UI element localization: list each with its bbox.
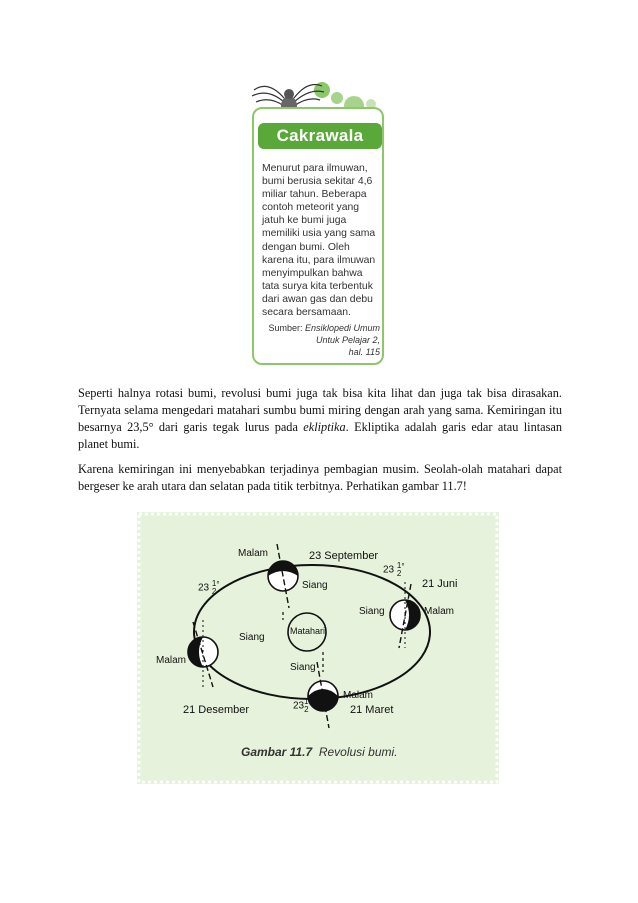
caption-label: Gambar 11.7	[241, 745, 313, 759]
figure-revolusi-bumi	[137, 512, 499, 784]
label-night-sep: Malam	[238, 548, 269, 559]
cakrawala-body: Menurut para ilmuwan, bumi berusia sekitar 4,6 miliar tahun. Beberapa contoh meteorit yang jatuh ke bumi juga memiliki usia yang sama dengan bumi. Oleh karena itu, para ilmuwan menyimpulkan bahwa tata surya kita terbentuk dari awan gas dan debu secara bersamaan.	[262, 163, 376, 319]
fraction-den: 2	[211, 587, 217, 596]
paragraph-musim: Karena kemiringan ini menyebabkan terjadinya pembagian musim. Seolah-olah matahari dapat bergeser ke arah utara dan selatan pada titik terbitnya. Perhatikan gambar 11.7!	[78, 462, 562, 493]
label-date-jun: 21 Juni	[422, 578, 458, 590]
earth-september	[268, 544, 298, 608]
tilt-value: 23	[293, 700, 305, 712]
source-label: Sumber:	[268, 323, 303, 333]
label-day-sep: Siang	[302, 580, 328, 591]
caption-text: Revolusi bumi.	[318, 745, 398, 759]
label-day-jun: Siang	[359, 606, 385, 617]
tilt-value: 23	[198, 582, 210, 594]
label-tilt-dec	[198, 580, 220, 596]
source-page: hal. 115	[348, 347, 380, 357]
fraction-num: 1	[304, 697, 309, 706]
fraction-den: 2	[304, 705, 309, 714]
decor-circle	[331, 92, 343, 104]
source-title: Ensiklopedi Umum Untuk Pelajar 2,	[304, 323, 380, 345]
cakrawala-source	[260, 322, 380, 358]
paragraph-text: Seperti halnya rotasi bumi, revolusi bumi juga tak bisa kita lihat dan juga tak bisa dirasakan. Ternyata selama mengedari matahari sumbu bumi miring dengan arah yang sama. Kemiringan itu besarnya 23,5° dari garis tegak lurus pada	[78, 386, 562, 434]
cakrawala-box	[248, 76, 388, 370]
cakrawala-title: Cakrawala	[258, 123, 382, 149]
fraction-num: 1	[396, 561, 402, 570]
degree-sign: °	[401, 562, 405, 571]
tilt-value: 23	[383, 564, 395, 576]
earth-desember	[188, 620, 218, 688]
fraction-num: 1	[211, 579, 217, 588]
label-tilt-mar	[293, 698, 309, 714]
label-day-dec: Siang	[239, 632, 265, 643]
figure-caption	[241, 745, 398, 759]
term-ekliptika: ekliptika	[303, 420, 346, 434]
label-sun: Matahari	[290, 626, 326, 636]
label-tilt-jun	[383, 562, 405, 578]
paragraph-revolusi	[78, 385, 562, 453]
paragraph-text: . Ekliptika adalah garis edar atau lintasan planet bumi.	[78, 420, 562, 451]
label-night-mar: Malam	[343, 690, 374, 701]
label-date-dec: 21 Desember	[183, 704, 250, 716]
label-night-jun: Malam	[424, 606, 455, 617]
label-date-sep: 23 September	[309, 550, 379, 562]
degree-sign: °	[216, 580, 220, 589]
label-night-dec: Malam	[156, 655, 187, 666]
fraction-den: 2	[396, 569, 402, 578]
label-day-mar: Siang	[290, 662, 316, 673]
label-date-mar: 21 Maret	[350, 704, 394, 716]
